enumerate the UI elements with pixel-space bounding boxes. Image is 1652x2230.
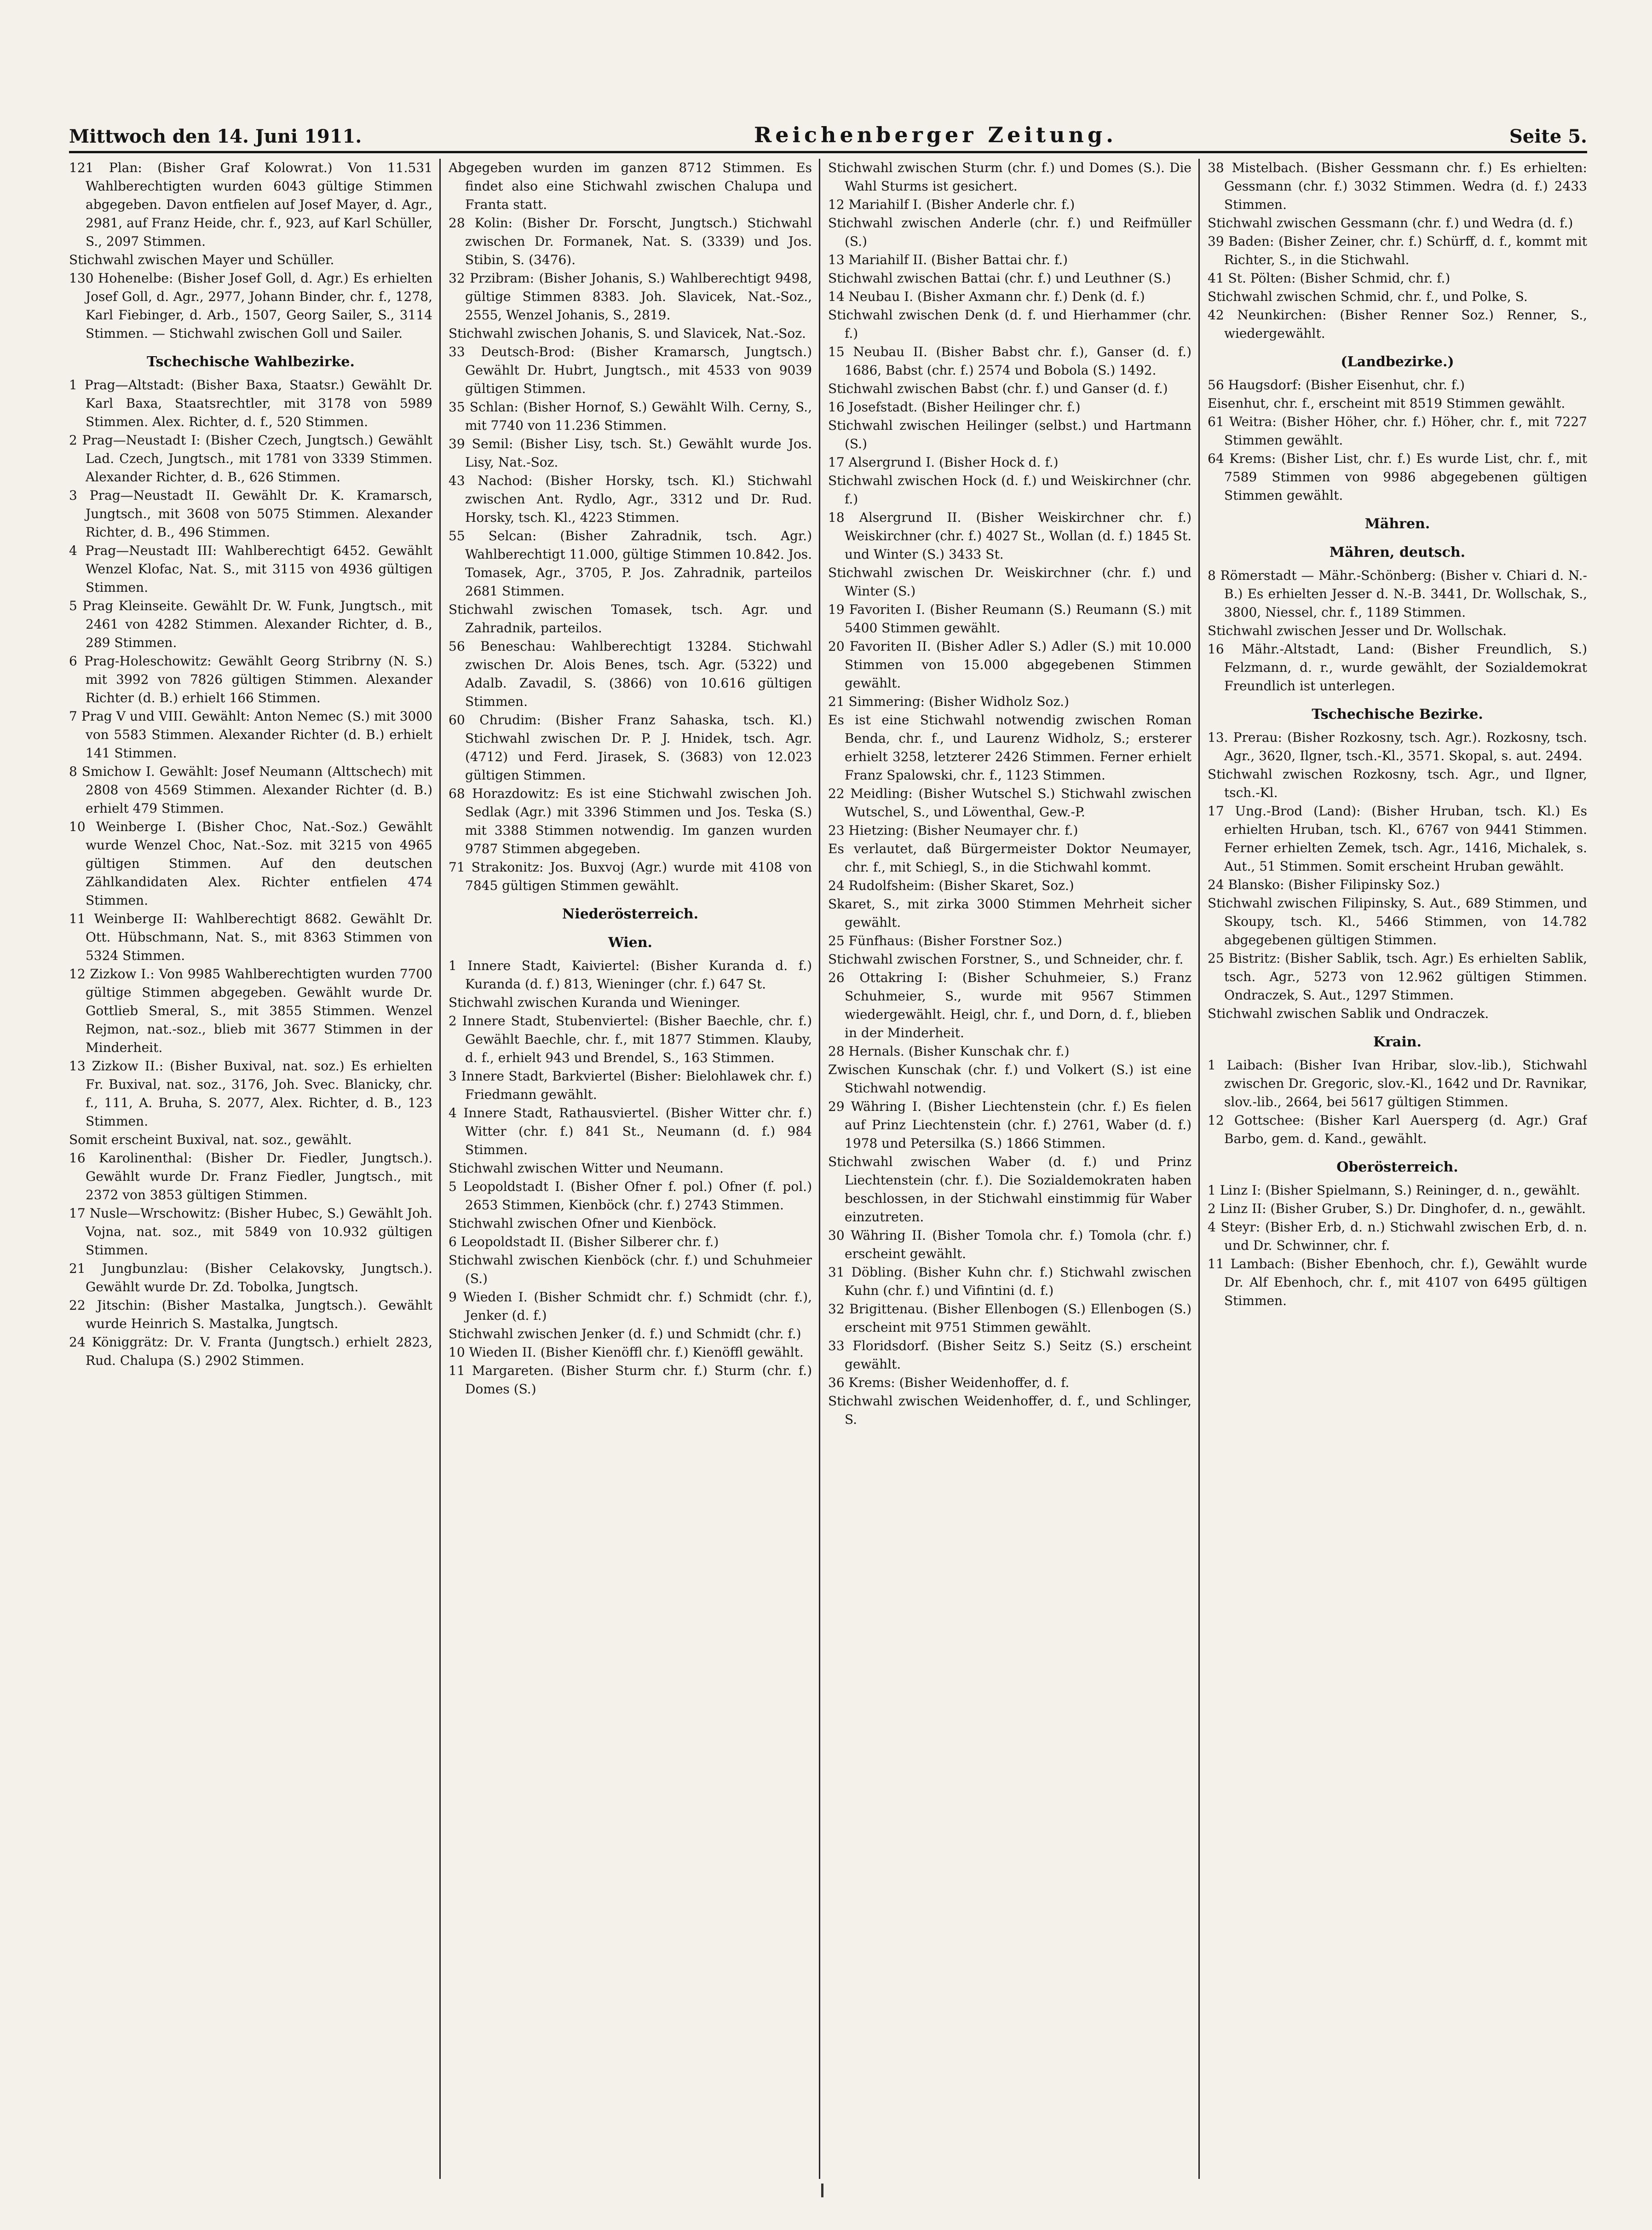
election-entry: Stichwahl zwischen Sturm (chr. f.) und Domes (S.). Die Wahl Sturms ist gesichert. bbox=[828, 160, 1192, 194]
page-number: Seite 5. bbox=[1509, 126, 1587, 147]
election-entry: Stichwahl zwischen Sablik und Ondraczek. bbox=[1208, 1006, 1489, 1021]
election-entry: 28 Hernals. (Bisher Kunschak chr. f.) bbox=[828, 1044, 1070, 1059]
column-4 bbox=[1208, 159, 1587, 2179]
election-entry: 31 Döbling. (Bisher Kuhn chr. f.) Stichwahl zwischen Kuhn (chr. f.) und Vifintini (d. f.) bbox=[828, 1265, 1192, 1298]
election-entry: Stichwahl zwischen Schmid, chr. f., und Polke, S. bbox=[1208, 289, 1528, 304]
election-entry: 35 Schlan: (Bisher Hornof, S.) Gewählt Wilh. Cerny, S., mit 7740 von 11.236 Stimmen. bbox=[449, 399, 812, 433]
election-entry: 13 Zizkow II.: (Bisher Buxival, nat. soz.) Es erhielten Fr. Buxival, nat. soz., 3176, Joh. Svec. Blanicky, chr. f., 111, A. Bruha, S. 2077, Alex. Richter, d. B., 123 Stimmen. bbox=[69, 1058, 432, 1129]
election-entry: Stichwahl zwischen Heilinger (selbst.) und Hartmann (S.) bbox=[828, 418, 1192, 451]
election-entry: 3 Innere Stadt, Barkviertel (Bisher: Bielohlawek chr. f.) Friedmann gewählt. bbox=[449, 1069, 812, 1102]
election-entry: 28 Kolin: (Bisher Dr. Forscht, Jungtsch.) Stichwahl zwischen Dr. Formanek, Nat. S. (3339) und Jos. Stibin, S. (3476). bbox=[449, 215, 812, 267]
election-entry: 5 Leopoldstadt I. (Bisher Ofner f. pol.) Ofner (f. pol.) 2653 Stimmen, Kienböck (chr. f.) 2743 Stimmen. bbox=[449, 1179, 812, 1213]
election-entry: 5 Prag Kleinseite. Gewählt Dr. W. Funk, Jungtsch., mit 2461 von 4282 Stimmen. Alexander Richter, d. B., 289 Stimmen. bbox=[69, 598, 432, 650]
election-entry: 39 Semil: (Bisher Lisy, tsch. St.) Gewählt wurde Jos. Lisy, Nat.-Soz. bbox=[449, 436, 812, 470]
section-heading: Tschechische Bezirke. bbox=[1312, 706, 1483, 722]
election-entry: 56 Haugsdorf: (Bisher Eisenhut, chr. f.) bbox=[1208, 377, 1465, 393]
election-entry: 3 Prag—Neustadt II. Gewählt Dr. K. Kramarsch, Jungtsch., mit 3608 von 5075 Stimmen. Alexander Richter, d. B., 496 Stimmen. bbox=[69, 488, 432, 540]
election-entry: 11 Lambach: (Bisher Ebenhoch, chr. f.), Gewählt wurde Dr. Alf Ebenhoch, chr. f., mit 4107 von 6495 gültigen Stimmen. bbox=[1208, 1256, 1587, 1308]
election-entry: Stichwahl zwischen Anderle (chr. f.) und Reifmüller (S.) bbox=[828, 215, 1192, 249]
column-3 bbox=[828, 159, 1192, 2179]
election-entry: Stichwahl zwischen Rozkosny, tsch. Agr., und Ilgner, tsch.-Kl. bbox=[1208, 767, 1587, 800]
election-entry: 32 Przibram: (Bisher Johanis, S.) Wahlberechtigt 9498, gültige Stimmen 8383. Joh. Slavicek, Nat.-Soz., 2555, Wenzel Johanis, S., 2819. bbox=[449, 271, 812, 323]
election-entry: Skaret, S., mit zirka 3000 Stimmen Mehrheit sicher gewählt. bbox=[828, 896, 1192, 930]
election-entry: 23 Hietzing: (Bisher Neumayer chr. f.) bbox=[828, 823, 1078, 838]
election-entry: 38 Mistelbach. (Bisher Gessmann chr. f.) Es erhielten: Gessmann (chr. f.) 3032 Stimmen. Wedra (d. f.) 2433 Stimmen. bbox=[1208, 160, 1587, 212]
election-entry: 17 Ung.-Brod (Land): (Bisher Hruban, tsch. Kl.) Es erhielten Hruban, tsch. Kl., 6767 von 9441 Stimmen. Ferner erhielten Zemek, tsch. Agr., 1416, Michalek, s. Aut., 51 Stimmen. Somit erscheint Hruban gewählt. bbox=[1208, 803, 1587, 874]
election-entry: 1 Prag—Altstadt: (Bisher Baxa, Staatsr.) Gewählt Dr. Karl Baxa, Staatsrechtler, mit 3178 von 5989 Stimmen. Alex. Richter, d. f., 520 Stimmen. bbox=[69, 377, 432, 429]
election-entry: Stichwahl zwischen Filipinsky, S. Aut., 689 Stimmen, und Skoupy, tsch. Kl., 5466 Stimmen, von 14.782 abgegebenen gültigen Stimmen. bbox=[1208, 895, 1587, 947]
election-entry: 17 Nusle—Wrschowitz: (Bisher Hubec, S.) Gewählt Joh. Vojna, nat. soz., mit 5849 von 10.932 gültigen Stimmen. bbox=[69, 1206, 432, 1258]
election-entry: 71 Strakonitz: Jos. Buxvoj (Agr.) wurde mit 4108 von 7845 gültigen Stimmen gewählt. bbox=[449, 860, 812, 893]
column-1 bbox=[69, 159, 432, 2179]
election-entry: Stichwahl zwischen Jenker (d. f.) und Schmidt (chr. f.) bbox=[449, 1326, 801, 1341]
election-entry: 8 Römerstadt — Mähr.-Schönberg: (Bisher v. Chiari d. N.-B.) Es erhielten Jesser d. N.-B. 3441, Dr. Wollschak, S., 3800, Niessel, chr. f., 1189 Stimmen. bbox=[1208, 568, 1587, 620]
election-entry: 13 Mariahilf II. (Bisher Battai chr. f.) bbox=[828, 252, 1068, 267]
election-entry: 7 Prag V und VIII. Gewählt: Anton Nemec (S.) mit 3000 von 5583 Stimmen. Alexander Richter (d. B.) erhielt 141 Stimmen. bbox=[69, 709, 432, 761]
election-entry: 6 Leopoldstadt II. (Bisher Silberer chr. f.) bbox=[449, 1234, 719, 1249]
header-date: Mittwoch den 14. Juni 1911. bbox=[69, 126, 362, 147]
election-entry: 39 Baden: (Bisher Zeiner, chr. f.) Schürff, d. f., kommt mit Richter, S., in die Stichwahl. bbox=[1208, 234, 1587, 267]
election-entry: 1 Linz I: (Bisher Spielmann, S.) Reininger, d. n., gewählt. bbox=[1208, 1183, 1580, 1198]
election-entry: 17 Alsergrund I. (Bisher Hock d. f.) bbox=[828, 455, 1059, 470]
election-entry: 60 Chrudim: (Bisher Franz Sahaska, tsch. Kl.) Stichwahl zwischen Dr. P. J. Hnidek, tsch. Agr. (4712) und Ferd. Jirasek, S. (3683) von 12.023 gültigen Stimmen. bbox=[449, 712, 812, 783]
election-entry: Abgegeben wurden im ganzen 8712 Stimmen. Es findet also eine Stichwahl zwischen Chalupa und Franta statt. bbox=[449, 160, 812, 212]
election-entry: 12 Gottschee: (Bisher Karl Auersperg (d. Agr.) Graf Barbo, gem. d. Kand., gewählt. bbox=[1208, 1113, 1587, 1146]
election-entry: 10 Weinberge I. (Bisher Choc, Nat.-Soz.) Gewählt wurde Wenzel Choc, Nat.-Soz. mit 3215 von 4965 gültigen Stimmen. Auf den deutschen Zählkandidaten Alex. Richter entfielen 474 Stimmen. bbox=[69, 819, 432, 908]
election-entry: 24 Rudolfsheim: (Bisher Skaret, Soz.) bbox=[828, 878, 1074, 893]
election-entry: Stichwahl zwischen Weidenhoffer, d. f., und Schlinger, S. bbox=[828, 1393, 1192, 1427]
election-entry: Stichwahl zwischen Ofner und Kienböck. bbox=[449, 1216, 717, 1231]
election-entry: 2 Prag—Neustadt I: (Bisher Czech, Jungtsch.) Gewählt Lad. Czech, Jungtsch., mit 1781 von 3339 Stimmen. Alexander Richter, d. B., 626 Stimmen. bbox=[69, 433, 432, 485]
election-entry: Somit erscheint Buxival, nat. soz., gewählt. bbox=[69, 1132, 352, 1147]
election-entry: 22 Meidling: (Bisher Wutschel S.) Stichwahl zwischen Wutschel, S., und Löwenthal, Gew.-P. bbox=[828, 786, 1192, 820]
election-entry: Stichwahl zwischen Jesser und Dr. Wollschak. bbox=[1208, 623, 1507, 638]
election-entry: 2 Linz II: (Bisher Gruber, S.) Dr. Dinghofer, d. n., gewählt. bbox=[1208, 1201, 1586, 1216]
election-entry: 24 Königgrätz: Dr. V. Franta (Jungtsch.) erhielt 2823, Rud. Chalupa (S.) 2902 Stimmen. bbox=[69, 1335, 432, 1368]
election-entry: Stichwahl zwischen Babst (chr. f.) und Ganser (d. f.) bbox=[828, 381, 1168, 396]
election-entry: Stichwahl zwischen Battai (chr. f.) und Leuthner (S.) bbox=[828, 271, 1171, 286]
election-entry: 13. Prerau: (Bisher Rozkosny, tsch. Agr.). Rozkosny, tsch. Agr., 3620, Ilgner, tsch.-Kl., 3571. Skopal, s. aut. 2494. bbox=[1208, 730, 1587, 763]
election-entry: 43 Nachod: (Bisher Horsky, tsch. Kl.) Stichwahl zwischen Ant. Rydlo, Agr., 3312 und Dr. Rud. Horsky, tsch. Kl., 4223 Stimmen. bbox=[449, 473, 812, 525]
election-entry: 19 Favoriten I. (Bisher Reumann (S.) Reumann (S.) mit 5400 Stimmen gewählt. bbox=[828, 602, 1192, 635]
election-entry: 36 Krems: (Bisher Weidenhoffer, d. f. bbox=[828, 1375, 1070, 1390]
election-entry: Stichwahl zwischen Kienböck (chr. f.) und Schuhmeier (S.) bbox=[449, 1253, 812, 1286]
election-entry: 33 Deutsch-Brod: (Bisher Kramarsch, Jungtsch.) Gewählt Dr. Hubrt, Jungtsch., mit 4533 von 9039 gültigen Stimmen. bbox=[449, 344, 812, 396]
election-entry: 30 Währing II. (Bisher Tomola chr. f.) Tomola (chr. f.) erscheint gewählt. bbox=[828, 1228, 1192, 1261]
election-entry: Stichwahl zwischen Forstner, S., und Schneider, chr. f. bbox=[828, 952, 1184, 967]
election-entry: Stichwahl zwischen Denk (d. f. und Hierhammer (chr. f.) bbox=[828, 307, 1192, 341]
election-entry: 42 Neunkirchen: (Bisher Renner Soz.) Renner, S., wiedergewählt. bbox=[1208, 307, 1587, 341]
election-entry: Stichwahl zwischen Johanis, S. und Slavicek, Nat.-Soz. bbox=[449, 326, 806, 341]
election-entry: 8 Smichow I. Gewählt: Josef Neumann (Alttschech) mit 2808 von 4569 Stimmen. Alexander Richter (d. B.) erhielt 479 Stimmen. bbox=[69, 764, 432, 816]
election-entry: Stichwahl zwischen Witter und Neumann. bbox=[449, 1161, 724, 1176]
election-entry: 4 Prag—Neustadt III: Wahlberechtigt 6452. Gewählt Wenzel Klofac, Nat. S., mit 3115 von 4936 gültigen Stimmen. bbox=[69, 543, 432, 595]
election-entry: 29 Währing I. (Bisher Liechtenstein (chr. f.) Es fielen auf Prinz Liechtenstein (chr. f.) 2761, Waber (d. f.) 1978 und Petersilka (S.) 1866 Stimmen. bbox=[828, 1099, 1192, 1151]
newspaper-title: Reichenberger Zeitung. bbox=[754, 122, 1117, 147]
election-entry: 16 Josefstadt. (Bisher Heilinger chr. f.) bbox=[828, 399, 1081, 415]
election-entry: 20 Favoriten II. (Bisher Adler S.) Adler (S.) mit 10.000 Stimmen von 15.000 abgegebenen Stimmen gewählt. bbox=[828, 639, 1192, 691]
election-entry: 33 Floridsdorf. (Bisher Seitz S.) Seitz (S.) erscheint gewählt. bbox=[828, 1338, 1192, 1372]
election-entry: Eisenhut, chr. f., erscheint mit 8519 Stimmen gewählt. bbox=[1208, 396, 1566, 411]
election-entry: 4 Steyr: (Bisher Erb, d. n.) Stichwahl zwischen Erb, d. n. und Dr. Schwinner, chr. f. bbox=[1208, 1219, 1587, 1253]
section-heading: Wien. bbox=[608, 935, 652, 951]
section-heading: Tschechische Wahlbezirke. bbox=[147, 354, 355, 370]
election-entry: Stichwahl zwischen Hock (d. f.) und Weiskirchner (chr. f.) bbox=[828, 473, 1192, 507]
election-entry: 4 Innere Stadt, Rathausviertel. (Bisher Witter chr. f.) Witter (chr. f.) 841 St., Neumann (d. f.) 984 Stimmen. bbox=[449, 1105, 812, 1157]
election-entry: 18 Alsergrund II. (Bisher Weiskirchner chr. f.) Weiskirchner (chr. f.) 4027 St., Wollan (d. f.) 1845 St. und Winter (S.) 3433 St. bbox=[828, 510, 1192, 562]
election-entry: 41 St. Pölten: (Bisher Schmid, chr. f.) bbox=[1208, 271, 1451, 286]
election-entry: Stichwahl zwischen Gessmann (chr. f.) und Wedra (d. f.) bbox=[1208, 215, 1573, 231]
election-entry: 16 Karolinenthal: (Bisher Dr. Fiedler, Jungtsch.). Gewählt wurde Dr. Franz Fiedler, Jungtsch., mit 2372 von 3853 gültigen Stimmen. bbox=[69, 1150, 432, 1202]
election-entry: 68 Horazdowitz: Es ist eine Stichwahl zwischen Joh. Sedlak (Agr.) mit 3396 Stimmen und Jos. Teska (S.) mit 3388 Stimmen notwendig. Im ganzen wurden 9787 Stimmen abgegeben. bbox=[449, 786, 812, 856]
column-2 bbox=[449, 159, 812, 2179]
election-entry: 25 Fünfhaus: (Bisher Forstner Soz.) bbox=[828, 933, 1062, 948]
election-entry: Stichwahl zwischen Tomasek, tsch. Agr. und Zahradnik, parteilos. bbox=[449, 602, 812, 635]
election-entry: 11 Margareten. (Bisher Sturm chr. f.) Sturm (chr. f.) Domes (S.) bbox=[449, 1363, 812, 1397]
election-entry: 1 Laibach: (Bisher Ivan Hribar, slov.-lib.), Stichwahl zwischen Dr. Gregoric, slov.-Kl., 1642 und Dr. Ravnikar, slov.-lib., 2664, bei 5617 gültigen Stimmen. bbox=[1208, 1057, 1587, 1109]
election-entry: 21 Jungbunzlau: (Bisher Celakovsky, Jungtsch.). Gewählt wurde Dr. Zd. Tobolka, Jungtsch. bbox=[69, 1261, 432, 1294]
section-heading: Mähren. bbox=[1364, 516, 1430, 532]
election-entry: 56 Beneschau: Wahlberechtigt 13284. Stichwahl zwischen Dr. Alois Benes, tsch. Agr. (5322) und Adalb. Zavadil, S. (3866) von 10.616 gültigen Stimmen. bbox=[449, 639, 812, 709]
election-entry: Es verlautet, daß Bürgermeister Doktor Neumayer, chr. f., mit Schiegl, S., in die Stichwahl kommt. bbox=[828, 841, 1192, 875]
column-rule bbox=[439, 159, 441, 2179]
election-entry: 16 Mähr.-Altstadt, Land: (Bisher Freundlich, S.) Felzmann, d. r., wurde gewählt, der Sozialdemokrat Freundlich ist unterlegen. bbox=[1208, 641, 1587, 693]
election-entry: 2 Innere Stadt, Stubenviertel: (Bisher Baechle, chr. f.) Gewählt Baechle, chr. f., mit 1877 Stimmen. Klauby, d. f., erhielt 943 und Brendel, S., 163 Stimmen. bbox=[449, 1013, 812, 1065]
election-entry: Zwischen Kunschak (chr. f.) und Volkert (S.) ist eine Stichwahl notwendig. bbox=[828, 1062, 1192, 1096]
page-header bbox=[69, 110, 1587, 153]
election-entry: 6 Prag-Holeschowitz: Gewählt Georg Stribrny (N. S.) mit 3992 von 7826 gültigen Stimmen. Alexander Richter (d. B.) erhielt 166 Stimmen. bbox=[69, 653, 432, 705]
election-entry: 1 Innere Stadt, Kaiviertel: (Bisher Kuranda d. f.) Kuranda (d. f.) 813, Wieninger (chr. f.) 647 St. bbox=[449, 958, 812, 992]
election-entry: 32 Brigittenau. (Bisher Ellenbogen (S.) Ellenbogen (S.) erscheint mit 9751 Stimmen gewählt. bbox=[828, 1301, 1192, 1335]
election-entry: Stichwahl zwischen Kuranda und Wieninger. bbox=[449, 995, 741, 1010]
election-entry: 61 Weitra: (Bisher Höher, chr. f.) Höher, chr. f., mit 7227 Stimmen gewählt. bbox=[1208, 414, 1587, 448]
election-entry: 26 Ottakring I: (Bisher Schuhmeier, S.) Franz Schuhmeier, S., wurde mit 9567 Stimmen wiedergewählt. Heigl, chr. f., und Dorn, d. f., blieben in der Minderheit. bbox=[828, 970, 1192, 1040]
election-entry: 14 Neubau I. (Bisher Axmann chr. f.) Denk (d. f.) bbox=[828, 289, 1145, 304]
election-entry: 15 Neubau II. (Bisher Babst chr. f.), Ganser (d. f.) 1686, Babst (chr. f.) 2574 und Bobola (S.) 1492. bbox=[828, 344, 1192, 378]
section-heading: Niederösterreich. bbox=[562, 906, 699, 922]
election-entry: 21 Simmering: (Bisher Widholz Soz.) bbox=[828, 694, 1069, 709]
election-entry: 9 Wieden I. (Bisher Schmidt chr. f.) Schmidt (chr. f.), Jenker (d. f.) bbox=[449, 1289, 812, 1323]
election-entry: 25 Bistritz: (Bisher Sablik, tsch. Agr.) Es erhielten Sablik, tsch. Agr., 5273 von 12.962 gültigen Stimmen. Ondraczek, S. Aut., 1297 Stimmen. bbox=[1208, 951, 1587, 1003]
election-entry: 10 Wieden II. (Bisher Kienöffl chr. f.) Kienöffl gewählt. bbox=[449, 1345, 804, 1360]
section-heading: (Landbezirke.) bbox=[1341, 354, 1454, 370]
election-entry: Es ist eine Stichwahl notwendig zwischen Roman Benda, chr. f., und Laurenz Widholz, S.; ersterer erhielt 3258, letzterer 2426 Stimmen. Ferner erhielt Franz Spalowski, chr. f., 1123 Stimmen. bbox=[828, 712, 1192, 783]
section-heading: Mähren, deutsch. bbox=[1329, 544, 1466, 560]
election-entry: 12 Mariahilf I. (Bisher Anderle chr. f.) bbox=[828, 197, 1075, 212]
election-entry: 12 Zizkow I.: Von 9985 Wahlberechtigten wurden 7700 gültige Stimmen abgegeben. Gewählt wurde Dr. Gottlieb Smeral, S., mit 3855 Stimmen. Wenzel Rejmon, nat.-soz., blieb mit 3677 Stimmen in der Minderheit. bbox=[69, 966, 432, 1055]
print-mark bbox=[821, 2184, 823, 2197]
election-entry: Stichwahl zwischen Dr. Weiskirchner (chr. f.) und Winter (S.) bbox=[828, 565, 1192, 599]
election-entry: 64 Krems: (Bisher List, chr. f.) Es wurde List, chr. f., mit 7589 Stimmen von 9986 abgegebenen gültigen Stimmen gewählt. bbox=[1208, 451, 1587, 503]
section-heading: Oberösterreich. bbox=[1336, 1159, 1458, 1175]
election-entry: Stichwahl zwischen Mayer und Schüller. bbox=[69, 252, 334, 267]
election-entry: 130 Hohenelbe: (Bisher Josef Goll, d. Agr.) Es erhielten Josef Goll, d. Agr., 2977, Johann Binder, chr. f., 1278, Karl Fiebinger, d. Arb., 1507, Georg Sailer, S., 3114 Stimmen. — Stichwahl zwischen Goll und Sailer. bbox=[69, 271, 432, 341]
election-entry: Stichwahl zwischen Waber (d. f.) und Prinz Liechtenstein (chr. f.). Die Sozialdemokraten haben beschlossen, in der Stichwahl einstimmig für Waber einzutreten. bbox=[828, 1154, 1192, 1225]
column-rule bbox=[1198, 159, 1200, 2179]
election-entry: 22 Jitschin: (Bisher Mastalka, Jungtsch.). Gewählt wurde Heinrich S. Mastalka, Jungtsch. bbox=[69, 1298, 432, 1331]
election-entry: 55 Selcan: (Bisher Zahradnik, tsch. Agr.) Wahlberechtigt 11.000, gültige Stimmen 10.842. Jos. Tomasek, Agr., 3705, P. Jos. Zahradnik, parteilos 2681 Stimmen. bbox=[449, 528, 812, 599]
election-entry: 11 Weinberge II: Wahlberechtigt 8682. Gewählt Dr. Ott. Hübschmann, Nat. S., mit 8363 Stimmen von 5324 Stimmen. bbox=[69, 911, 432, 963]
election-entry: 121 Plan: (Bisher Graf Kolowrat.) Von 11.531 Wahlberechtigten wurden 6043 gültige Stimmen abgegeben. Davon entfielen auf Josef Mayer, d. Agr., 2981, auf Franz Heide, chr. f., 923, auf Karl Schüller, S., 2097 Stimmen. bbox=[69, 160, 432, 249]
column-rule bbox=[819, 159, 820, 2179]
election-entry: 24 Blansko: (Bisher Filipinsky Soz.) bbox=[1208, 877, 1440, 892]
section-heading: Krain. bbox=[1373, 1034, 1422, 1050]
